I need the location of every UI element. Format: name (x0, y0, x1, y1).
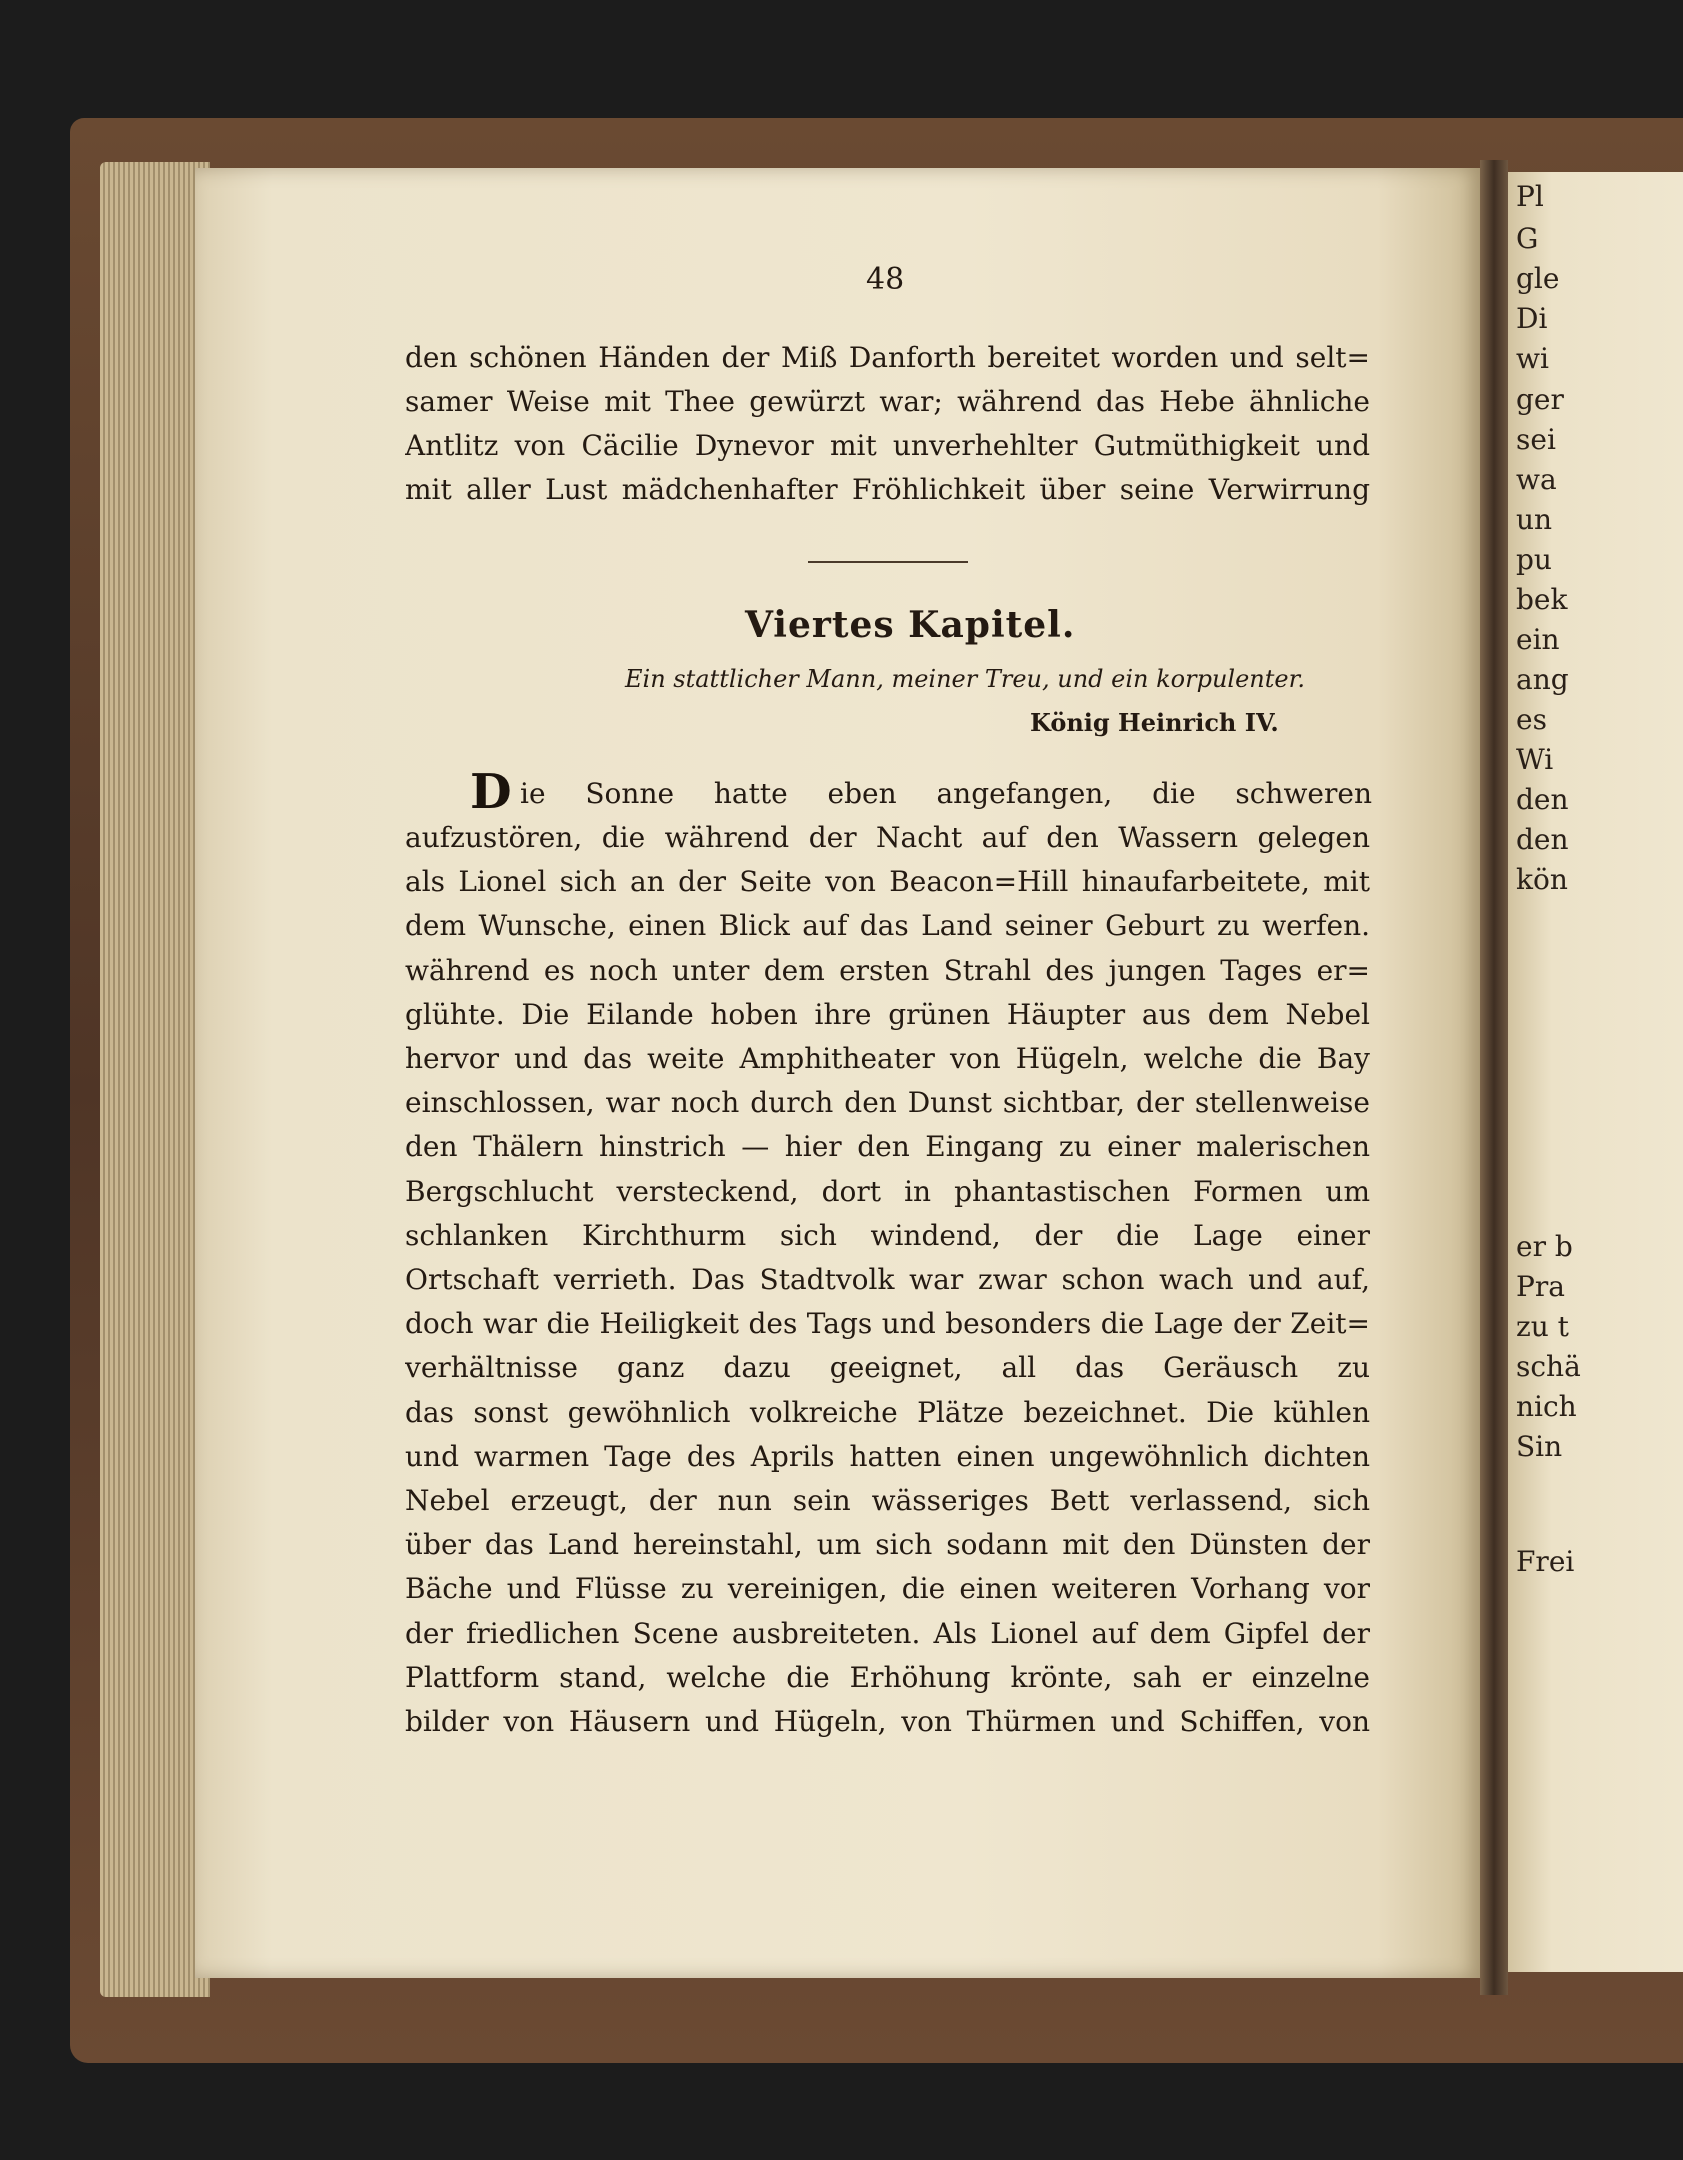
text-line: über das Land hereinstahl, um sich sodann mit den Dünsten der (405, 1528, 1370, 1561)
right-page-fragment: ein (1516, 623, 1560, 656)
page-edges (100, 162, 210, 1997)
right-page-fragment: sei (1516, 423, 1556, 456)
right-page-fragment: er b (1516, 1230, 1573, 1263)
text-line: hervor und das weite Amphitheater von Hügeln, welche die Bay (405, 1042, 1370, 1075)
right-page-fragment: ger (1516, 383, 1564, 416)
text-line: als Lionel sich an der Seite von Beacon=Hill hinaufarbeitete, mit (405, 865, 1370, 898)
page-number: 48 (866, 262, 905, 297)
text-line: Plattform stand, welche die Erhöhung krönte, sah er einzelne (405, 1661, 1370, 1694)
right-page-fragment: Pra (1516, 1270, 1565, 1303)
text-line: der friedlichen Scene ausbreiteten. Als Lionel auf dem Gipfel der (405, 1617, 1370, 1650)
right-page-fragment: den (1516, 783, 1569, 816)
right-page-fragment: ang (1516, 663, 1569, 696)
text-line: verhältnisse ganz dazu geeignet, all das Geräusch zu (405, 1351, 1370, 1384)
text-line: das sonst gewöhnlich volkreiche Plätze bezeichnet. Die kühlen (405, 1396, 1370, 1429)
right-page-fragment: Frei (1516, 1545, 1575, 1578)
right-page-fragment: G (1516, 222, 1539, 255)
text-line: dem Wunsche, einen Blick auf das Land seiner Geburt zu werfen. (405, 909, 1370, 942)
drop-cap: D (470, 764, 512, 820)
text-line: den schönen Händen der Miß Danforth bereitet worden und selt= (405, 341, 1370, 374)
right-page-fragment: gle (1516, 262, 1560, 295)
text-line: doch war die Heiligkeit des Tags und besonders die Lage der Zeit= (405, 1307, 1370, 1340)
right-page-fragment: kön (1516, 863, 1568, 896)
epigraph-source: König Heinrich IV. (1030, 708, 1279, 737)
text-line: aufzustören, die während der Nacht auf den Wassern gelegen (405, 821, 1370, 854)
text-line: bilder von Häusern und Hügeln, von Thürmen und Schiffen, von (405, 1705, 1370, 1738)
right-page-fragment: es (1516, 703, 1547, 736)
right-page-fragment: wi (1516, 342, 1549, 375)
right-page-fragment: wa (1516, 463, 1557, 496)
right-page-fragment: Di (1516, 302, 1548, 335)
text-line: Nebel erzeugt, der nun sein wässeriges Bett verlassend, sich (405, 1484, 1370, 1517)
text-line: glühte. Die Eilande hoben ihre grünen Häupter aus dem Nebel (405, 998, 1370, 1031)
text-line: Ortschaft verrieth. Das Stadtvolk war zwar schon wach und auf, (405, 1263, 1370, 1296)
text-line: einschlossen, war noch durch den Dunst sichtbar, der stellenweise (405, 1086, 1370, 1119)
section-divider (808, 561, 968, 563)
right-page-fragment: Sin (1516, 1430, 1563, 1463)
text-line: und warmen Tage des Aprils hatten einen ungewöhnlich dichten (405, 1440, 1370, 1473)
right-page-fragment: un (1516, 503, 1553, 536)
chapter-first-line: ie Sonne hatte eben angefangen, die schweren (520, 777, 1372, 810)
text-line: während es noch unter dem ersten Strahl des jungen Tages er= (405, 954, 1370, 987)
epigraph: Ein stattlicher Mann, meiner Treu, und ein korpulenter. (625, 665, 1306, 693)
text-line: schlanken Kirchthurm sich windend, der die Lage einer (405, 1219, 1370, 1252)
right-page-fragment: bek (1516, 583, 1568, 616)
text-line: Antlitz von Cäcilie Dynevor mit unverhehlter Gutmüthigkeit und (405, 429, 1370, 462)
right-page (1508, 172, 1683, 1972)
right-page-fragment: Wi (1516, 743, 1554, 776)
chapter-title: Viertes Kapitel. (745, 604, 1076, 646)
text-line: samer Weise mit Thee gewürzt war; während das Hebe ähnliche (405, 385, 1370, 418)
book-gutter (1480, 160, 1508, 1995)
right-page-fragment: nich (1516, 1390, 1577, 1423)
right-page-fragment: Pl (1516, 180, 1544, 213)
text-line: den Thälern hinstrich — hier den Eingang zu einer malerischen (405, 1130, 1370, 1163)
right-page-fragment: den (1516, 823, 1569, 856)
right-page-fragment: schä (1516, 1350, 1581, 1383)
text-line: Bergschlucht versteckend, dort in phantastischen Formen um (405, 1175, 1370, 1208)
right-page-fragment: zu t (1516, 1310, 1569, 1343)
text-line: mit aller Lust mädchenhafter Fröhlichkeit über seine Verwirrung (405, 473, 1370, 506)
right-page-fragment: pu (1516, 543, 1552, 576)
text-line: Bäche und Flüsse zu vereinigen, die einen weiteren Vorhang vor (405, 1572, 1370, 1605)
